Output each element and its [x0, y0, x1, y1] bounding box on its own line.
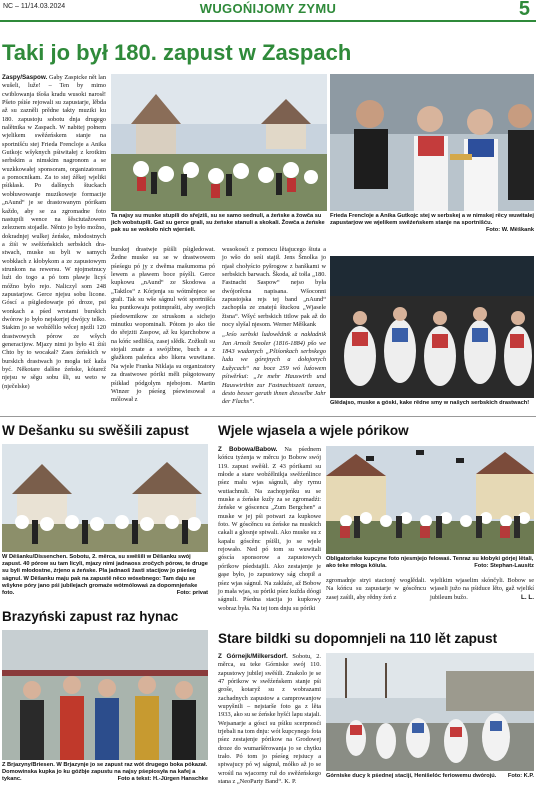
group-hats-photo — [326, 446, 534, 554]
boriki-signature: L. L. — [521, 593, 534, 601]
singers-caption — [330, 213, 534, 235]
stare-title: Stare bildki su dopomnjeli na 110 lět zapust — [218, 631, 498, 646]
group-hats-photo-credit: Foto: Stephan-Lausitz — [474, 563, 534, 570]
procession-caption-text: Górniske ducy k pśednej stacijí, Henišelóc feriowemu dwórojú. — [326, 773, 497, 779]
singers-photo-credit: Foto: W. Měškank — [485, 227, 534, 234]
desanku-photo — [2, 444, 208, 552]
group-hats-caption-text: Obligatoriske kupcyne foto njesmjejo felowaś. Tenraz su kłobyki górjej lětali, ako teke młoga kóiula. — [326, 556, 534, 570]
desanku-photo-credit: Foto: privat — [176, 590, 208, 597]
brazyn-title: Brazyński zapust raz hynac — [2, 609, 179, 624]
main-article-quote: „Jeśo serbski ludowědnik a nakładnik Jan Arnošt Smoler (1816-1884) pšo we 1843 wudanych „Pšiśonkach serbskego ludu we górejnych a dołojonych Łužycach“ na boce 259 wó luźowem pśiwěrkui: „Je mehr Hauswirth und Hauswirthin zur Fastnachtszeit tanzen, desto besser gerath ihnen diesselbe Jahr der Flachs“. — [222, 331, 326, 406]
desanku-caption-text: W Děšanku/Dissenchen. Sobotu, 2. měrca, su swěšili w Děšanku swój zapust. 40 pórow su tam licyli, mjazy nimi jadnaoss zročych pórow, te druge su byli młodostne, źrjeno a źeńske. Pla jadnaoš žasti stacijow jo pśeśeg ságnul. W Děšanku maju pak na zapustě něco wósebnego: Tam daju se wšykne póry jano pśi jubilejach gromaźe wótmólowaś za dopomnjeńske foto. — [2, 554, 208, 597]
boriki-text3: wjelikim wjaselim skónčyli. Bobow se wjaseli južo na pśiduce lěto, gaž wjelikí jubileum bužo. — [430, 577, 534, 601]
main-article-col1 — [2, 74, 106, 438]
boriki-col2: zgromadnje stryi stacioný woglědali. Na kóńcu su zapustarje w góscěncu zasej zaśili, aby rědny źeń z — [326, 577, 426, 601]
boriki-col3 — [430, 577, 534, 621]
main-article-col3 — [222, 246, 326, 438]
singers-caption-text: Frieda Frencloje a Anika Gutkojc stej w serbskej a w nimskej rěcy wuwitalej zapustarjow we wjelikem swěźeńskem stanje na sportnišću. — [330, 213, 534, 227]
section-divider — [0, 416, 536, 417]
brazyn-photo-credit: Foto a tekst: H.-Jürgen Hanschke — [117, 776, 208, 783]
group-hats-caption — [326, 556, 534, 570]
dancing-pairs-caption: Glědajso, muske a góski, kake rědne smy w našych serbskich drastwach! — [330, 400, 530, 406]
procession-photo — [326, 653, 534, 771]
boriki-col1 — [218, 446, 321, 612]
brazyn-caption — [2, 762, 208, 784]
boriki-dateline: Z Bobowa/Babow. — [218, 446, 278, 453]
main-article-text1: Gaby Zaspicke nět lan wušeli, luže! – Ten by mimo cwiblowanja tšoša kradu wusoki narosł! Pšeto pśiśe rejowali su zapustarje, lěbda až su zazněli prědne takty muziki ku 180. zapustoju sobotu dnja drugego nalětnika w Zaspach. W nabitej połnem wjelikem swěźeńskem stanje na sportnišću stej Frieda Frencloje a Anika Gutkojc wšyknych pśiwitałej z krotkim serbskim a nimskim nagronom a se wuzkkowałej sponsoram, organizatoram a pomocnikam. Za to stej źěkej wjeliki pśikłask. Po dalšnych štuckach wobłuwowanje muzikoweje formacije „nAund“ je se drastowanym pórikam každo, aby se za zgromadne foto nastupili wence na šěsciutažowem zeleznem stojadle. Něnto jo było možno, dokradnjej wulkej źeńske, młodostnych a źiśi w swěźeńskich serbskich drastwach, muske su byli w samych wobkłach z kłobykom a ze zapustowym strunkom na rewersu. W njojmetnucy luźi do togo a pó tom pławje licyś móžno było rejo. Naliczyl som 248 zapustarjow. Gerce njejsu sobu licone. Góscí a pśigledowarje pó droze, psi wonkach a pśed wrotami burskich dwórow jo było nejskerjej dwójcy telko. Stakim jo se wobźělilo wěcej njeźli 120 drastwowych pórow ze wšych generacijow. Mjazy nimi jo było 41 źiśi Chto by to wocakał? Zaes źeńskich w burskich drastwach jo mogła tež kaža być. Někotare dalšne źeńske, kótarež njejsu w sěgu sobu šli, su weto w (nječelske) — [2, 74, 106, 390]
section-title: WUGOŃIJOMY ZYMU — [199, 1, 337, 16]
main-article-dateline: Zaspy/Saspow. — [2, 74, 48, 81]
boriki-text1: Na pśednem kóńcu tyźenja w měrcu jo Bobow swój 119. zapust swěśił. Z 43 pórikami su młode a stare wobźělnikja swěźeńlince pśez malu wjas ságnuli, aby rymu wutiachnuli. Na zachopjeńku su se muske a źeńske kužy za se zgromadźi: źeńske w góscencu „Zum Bergchen“ a muske w jej pśi potwari za kupkowe foto. W góscěncu su źeńske na muskich cakali a glosnje spiwali. Ako muske su z kapalu góscěnc pśišli, jo se wjele rejowało. Ned pó tom su wuwitali góscía sponsorow a zapustowych pórikow pśedstajili. Ako zestajenje je ga̧se było, jo zapustowy ság chopił a pśez wjas ságnul. Na zakłaźe, až Bobow jo mała wjas, su póriki pśez kužda dóogi ságnuli. Pśedna stacija jo kupkowy wobraz była. Na tej tom dnju su póriki — [218, 446, 321, 612]
stare-col1 — [218, 653, 322, 786]
procession-caption — [326, 773, 534, 780]
procession-photo-credit: Foto: K.P. — [507, 773, 534, 779]
page-number: 5 — [518, 0, 530, 20]
stare-dateline: Z Górnejk/Milkersdorf. — [218, 653, 288, 660]
header-rule — [0, 20, 536, 22]
issue-info: NC – 11/14.03.2024 — [3, 3, 66, 10]
dancing-pairs-photo — [330, 256, 534, 398]
boriki-title: Wjele wjasela a wjele pórikow — [218, 423, 409, 438]
brazyn-caption-text: Z Brjazyny/Briesen. W Brjazynje jo se zapust raz wót drugego boka pókazał. Domowinska kupka jo ku góźbje zapustu na najsy pśepiosyła na kafej a tykanc. — [2, 762, 208, 783]
desanku-title: W Dešanku su swěšili zapust — [2, 423, 189, 438]
brazyn-photo — [2, 630, 208, 760]
main-article-text3: wusokosći z pomocu lětajucego šiuta a jo wšo do seśi stajił. Jens Šmolka jo njasł chołyścio pyšrogow z banškami w serbskich barwach. Škoda, až tołla „180. Fastnacht Saspow“ nejso była dwójorěcna napisana. Wšoconni zapustojska rejs tej band „nAund“ zachopiła ze znatejú štuckou „Wjasele žisna“. Wšyć serbskich titlow pak až do nocy slyšal njesom. Werner Měškank — [222, 246, 326, 329]
main-article-title: Taki jo był 180. zapust w Zaspach — [2, 40, 352, 65]
stare-text: Sobotu, 2. měrca, su teke Górniske swój 110. zapustowy jubilej swěśili. Znakolo je se 47 pórikow w swěźeńskem stanje pśi groše, kotaryž su z wobrazami zachadnych zapustow a camprowanjow wupyšnili – nejstarše foto ga z lěta 1933, ako su se źeńske hyšći lapu stajali. Wejsanarje a gósci su pśiku scerpnosći trjebali na tom dnju: wót kupcynego fota pśez zestajenje pórikow na Grodowej droze do wumaršěrowanja jo se chytku trało. Pó tom jo pśeśeg rejsiucy a spiwajucy pó wj ságnuł, mółko až jo se wrośil na wjacorny ruł do swěźeńskego stana z „NeoParty Band“. K. P. — [218, 653, 322, 786]
carnival-dancers-photo — [111, 74, 327, 211]
main-article-col2: burskej drastwje pśišli pśigledowat. Žedne muske su se w drastwowem pśeśegu pó jy z dwěma mašumoma pó lewem a pławem boce pśyšli. Gerce kupkowu „nAund“ ze Skodowa a „Taktlos“ z Kórjenja su wótměnjece se grali. Tak su wše ságnul wót sportnišća ku puntkowaju potimprašti, aby swojich pśedowmikow ze struskom a sichejo minutku wopominali. Pótom jo ako tše do sřejziti Zaspow, až ku kjarchobow a na kóńc sedlišća, zasej slědk. Zožkuli su stojali znate a swójźbne, buch a z głažkom paleńca abo likera wuwitane. Na wjele Franka Niklaja su organizatory za drastwowe póriki měli pśigotowany pśikład pódgolym njebojom. Martin Winzer jo pśeśeg pśewiesował a mólował z — [111, 246, 215, 404]
singers-photo — [330, 74, 534, 211]
carnival-dancers-caption: Ta najsy su muske stupili do sřejziš, su se samo sednuli, a źeńske a žowča su jich wobstupili. Gaž su gerce grali, su źeńske stanuli a skokali. Žowča a źeńske pak su se wokoło nich wjerśeli. — [111, 213, 325, 234]
desanku-caption — [2, 554, 208, 597]
